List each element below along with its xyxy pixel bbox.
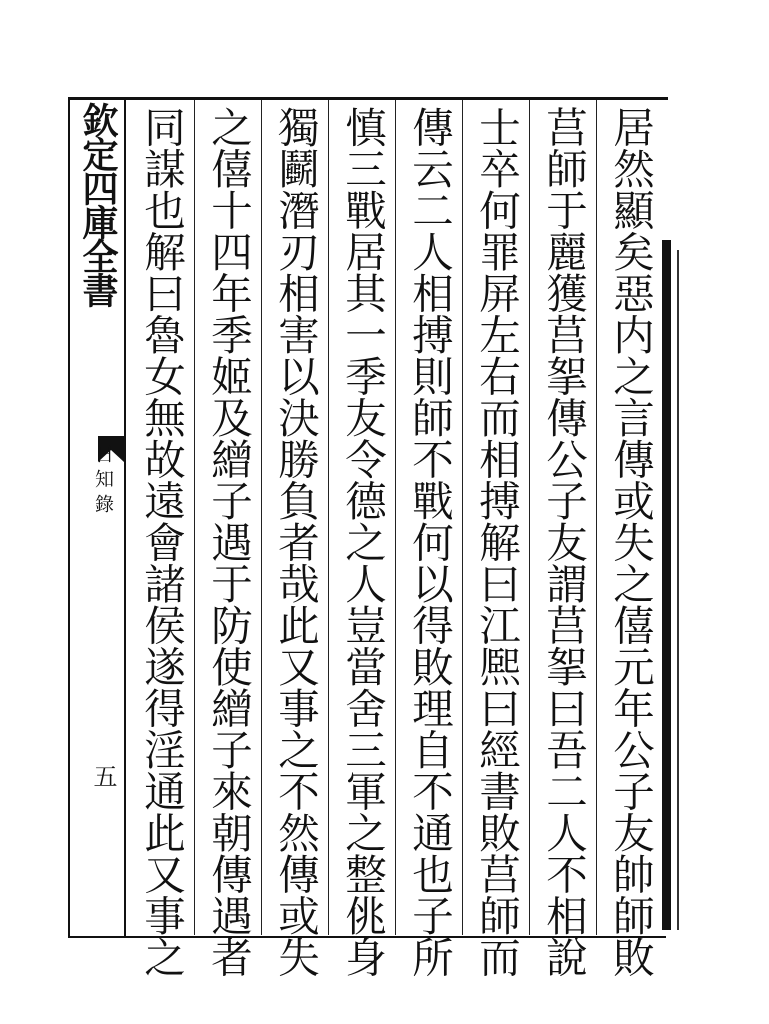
text-column-8 — [128, 100, 195, 978]
column-text: 獨鬬潛刃相害以決勝負者哉此又事之不然傳或失 — [271, 106, 320, 978]
text-column-3 — [462, 100, 529, 978]
text-column-5 — [328, 100, 395, 978]
text-columns — [128, 100, 663, 978]
collection-title: 欽定四庫全書 — [77, 102, 119, 306]
page-number: 五 — [89, 764, 117, 788]
book-title: 日知錄 — [92, 444, 114, 519]
right-thick-rule — [662, 240, 671, 930]
text-column-6 — [261, 100, 328, 978]
column-text: 士卒何罪屏左右而相搏解曰江熈曰經書敗莒師而 — [472, 106, 521, 978]
column-text: 莒師于麗獲莒挐傳公子友謂莒挐曰吾二人不相說 — [539, 106, 588, 978]
column-text: 居然顯矣惡内之言傳或失之僖元年公子友帥師敗 — [606, 106, 655, 978]
text-column-4 — [395, 100, 462, 978]
text-column-1 — [596, 100, 663, 978]
right-thin-rule — [677, 250, 679, 930]
column-text: 同謀也解曰魯女無故遠會諸侯遂得淫通此又事之 — [137, 106, 186, 978]
text-column-2 — [529, 100, 596, 978]
column-text: 慎三戰居其一季友令德之人豈當舍三軍之整佻身 — [338, 106, 387, 978]
text-column-7 — [194, 100, 261, 978]
column-text: 傳云二人相搏則師不戰何以得敗理自不通也子所 — [405, 106, 454, 978]
column-text: 之僖十四年季姬及繒子遇于防使繒子來朝傳遇者 — [204, 106, 253, 978]
